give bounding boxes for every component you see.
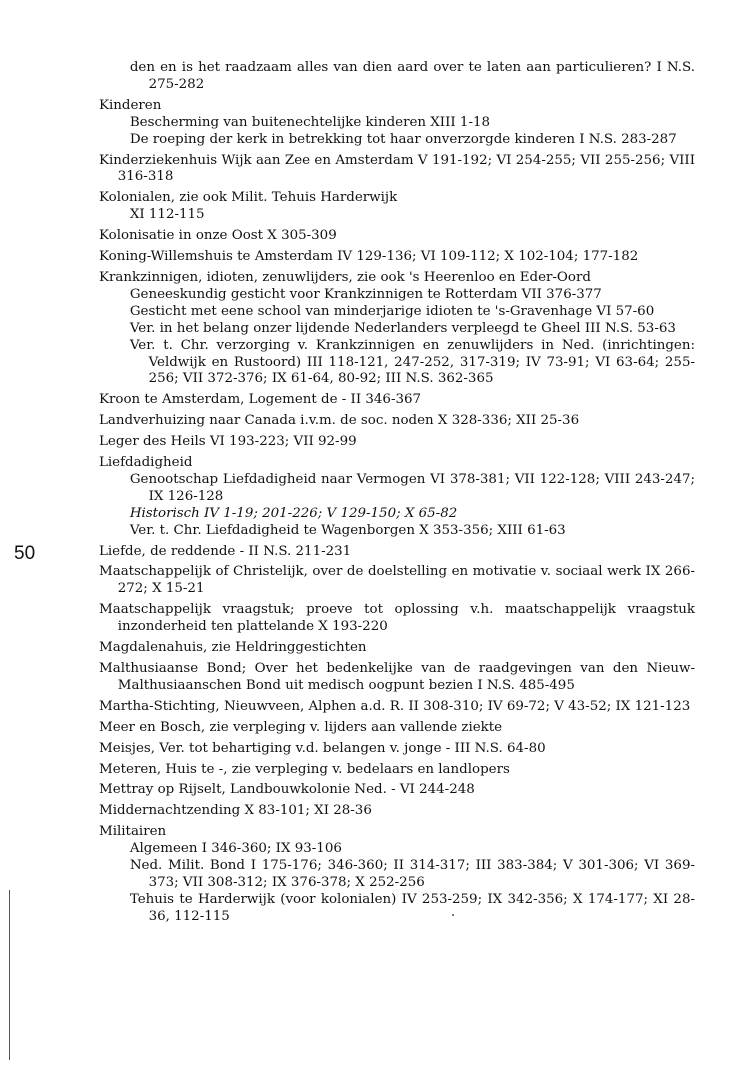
index-entry xyxy=(99,564,695,598)
sub-entry: Tehuis te Harderwijk (voor kolonialen) IV 253-259; IX 342-356; X 174-177; XI 28-36, 112-115 xyxy=(129,891,695,924)
index-entry xyxy=(99,228,695,245)
entry-continuation: XI 112-115 xyxy=(129,207,205,223)
index-entry xyxy=(99,544,695,561)
index-entry xyxy=(99,602,695,636)
margin-line xyxy=(9,890,10,1060)
index-entry xyxy=(99,782,695,799)
index-entry xyxy=(99,413,695,430)
sub-entry: Algemeen I 346-360; IX 93-106 xyxy=(129,841,342,857)
entry-heading: Kolonialen, zie ook Milit. Tehuis Harderwijk xyxy=(99,190,398,206)
index-entry xyxy=(99,60,695,94)
sub-entry: Genootschap Liefdadigheid naar Vermogen VI 378-381; VII 122-128; VIII 243-247; IX 126-128 xyxy=(129,471,695,504)
entry-heading: Meisjes, Ver. tot behartiging v.d. belangen v. jonge - III N.S. 64-80 xyxy=(99,740,546,756)
entry-heading: Magdalenahuis, zie Heldringgestichten xyxy=(99,640,367,656)
index-entry xyxy=(99,270,695,388)
sub-entry: Ver. in het belang onzer lijdende Nederlanders verpleegd te Gheel III N.S. 53-63 xyxy=(129,320,676,336)
entry-heading: Maatschappelijk vraagstuk; proeve tot oplossing v.h. maatschappelijk vraagstuk inzonderheid ten plattelande X 193-220 xyxy=(99,602,695,635)
entry-heading: Kinderziekenhuis Wijk aan Zee en Amsterdam V 191-192; VI 254-255; VII 255-256; VIII 316-318 xyxy=(99,152,695,185)
sub-entry: De roeping der kerk in betrekking tot haar onverzorgde kinderen I N.S. 283-287 xyxy=(129,131,677,147)
index-entry xyxy=(99,455,695,540)
entry-heading: Landverhuizing naar Canada i.v.m. de soc. noden X 328-336; XII 25-36 xyxy=(99,413,580,429)
sub-entry: Gesticht met eene school van minderjarige idioten te 's-Gravenhage VI 57-60 xyxy=(129,303,655,319)
sub-entry: Ned. Milit. Bond I 175-176; 346-360; II 314-317; III 383-384; V 301-306; VI 369-373; VII 308-312; IX 376-378; X 252-256 xyxy=(129,858,695,890)
entry-heading: Martha-Stichting, Nieuwveen, Alphen a.d. R. II 308-310; IV 69-72; V 43-52; IX 121-123 xyxy=(99,698,691,714)
entry-heading: Koning-Willemshuis te Amsterdam IV 129-136; VI 109-112; X 102-104; 177-182 xyxy=(99,249,639,265)
page-number: 50 xyxy=(14,543,36,564)
entry-heading: Meteren, Huis te -, zie verpleging v. bedelaars en landlopers xyxy=(99,761,510,777)
entry-heading: Middernachtzending X 83-101; XI 28-36 xyxy=(99,803,372,819)
sub-entry: Bescherming van buitenechtelijke kinderen XIII 1-18 xyxy=(129,114,491,130)
index-entry xyxy=(99,824,695,925)
entry-heading: Kolonisatie in onze Oost X 305-309 xyxy=(99,228,337,244)
index-entry xyxy=(99,661,695,695)
index-entry xyxy=(99,98,695,149)
index-list xyxy=(99,60,695,930)
entry-heading: Maatschappelijk of Christelijk, over de doelstelling en motivatie v. sociaal werk IX 266-272; X 15-21 xyxy=(99,564,695,597)
index-entry xyxy=(99,392,695,409)
entry-heading: Kroon te Amsterdam, Logement de - II 346-367 xyxy=(99,392,422,408)
index-entry xyxy=(99,153,695,187)
entry-heading: Liefdadigheid xyxy=(99,455,193,471)
entry-heading: Mettray op Rijselt, Landbouwkolonie Ned. - VI 244-248 xyxy=(99,782,475,798)
index-entry xyxy=(99,741,695,758)
entry-heading: Meer en Bosch, zie verpleging v. lijders aan vallende ziekte xyxy=(99,719,503,735)
index-entry xyxy=(99,803,695,820)
index-entry xyxy=(99,434,695,451)
sub-entry: Historisch IV 1-19; 201-226; V 129-150; X 65-82 xyxy=(129,505,458,521)
sub-entry: Geneeskundig gesticht voor Krankzinnigen te Rotterdam VII 376-377 xyxy=(129,286,602,302)
entry-heading: Krankzinnigen, idioten, zenuwlijders, zie ook 's Heerenloo en Eder-Oord xyxy=(99,269,591,285)
index-entry xyxy=(99,762,695,779)
entry-heading: Liefde, de reddende - II N.S. 211-231 xyxy=(99,543,352,559)
sub-entry: Ver. t. Chr. verzorging v. Krankzinnigen en zenuwlijders in Ned. (inrichtingen: Veldwijk en Rustoord) III 118-121, 247-252, 317-319; IV 73-91; VI 63-64; 255-256; VII 372-376; IX 61-64, 80-92; III N.S. 362-365 xyxy=(129,337,695,387)
index-entry xyxy=(99,699,695,716)
entry-heading: Leger des Heils VI 193-223; VII 92-99 xyxy=(99,434,357,450)
entry-heading: Malthusiaanse Bond; Over het bedenkelijke van de raadgevingen van den Nieuw-Malthusiaanschen Bond uit medisch oogpunt bezien I N.S. 485-495 xyxy=(99,661,695,693)
entry-heading: Kinderen xyxy=(99,97,162,113)
index-entry xyxy=(99,720,695,737)
sub-entry: den en is het raadzaam alles van dien aard over te laten aan particulieren? I N.S. 275-282 xyxy=(129,60,695,92)
index-entry xyxy=(99,190,695,224)
sub-entry: Ver. t. Chr. Liefdadigheid te Wagenborgen X 353-356; XIII 61-63 xyxy=(129,522,566,538)
index-entry xyxy=(99,249,695,266)
entry-heading: Militairen xyxy=(99,824,167,840)
index-entry xyxy=(99,640,695,657)
